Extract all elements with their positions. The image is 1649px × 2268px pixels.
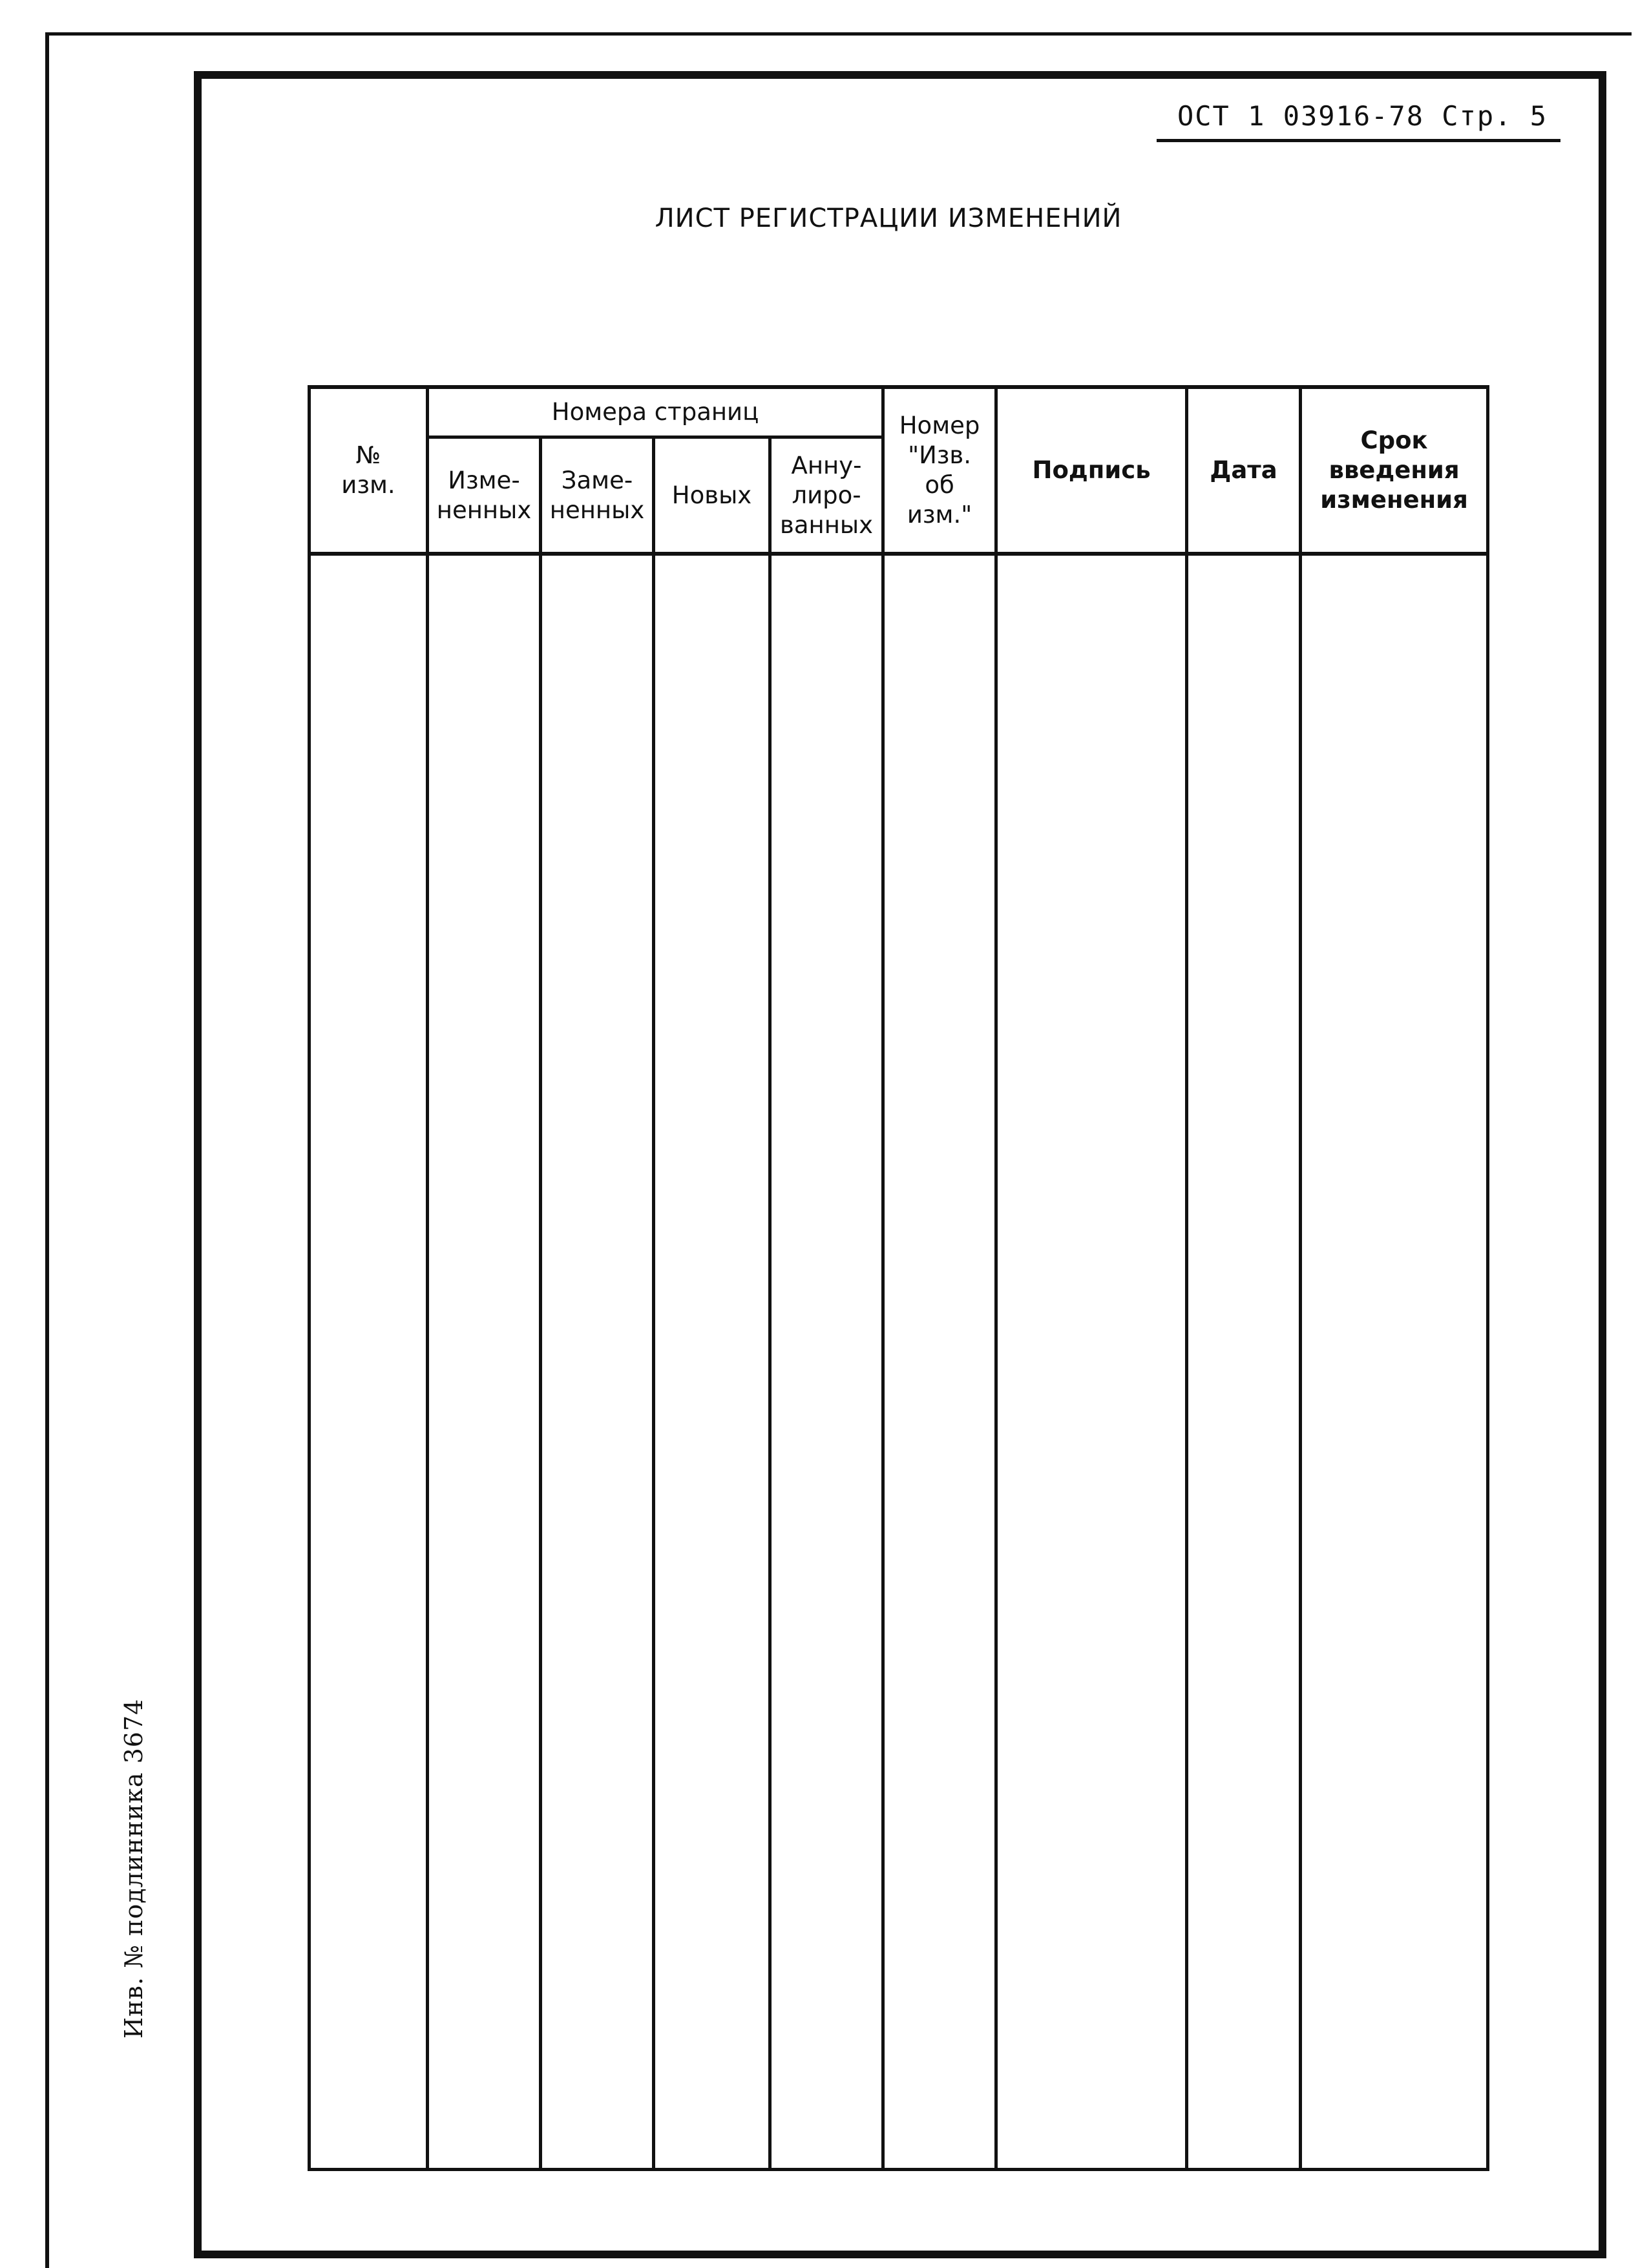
table-cell (1301, 554, 1488, 2170)
table-cell (654, 554, 770, 2170)
col-header-change-number: № изм. (310, 387, 428, 554)
table-cell (996, 554, 1187, 2170)
col-header-signature: Подпись (996, 387, 1187, 554)
col-header-notice-number: Номер "Изв. об изм." (883, 387, 996, 554)
col-header-date: Дата (1187, 387, 1301, 554)
table-cell (770, 554, 883, 2170)
original-inventory-note: Инв. № подлинника 3674 (120, 1698, 148, 2039)
table-cell (883, 554, 996, 2170)
col-group-header-page-numbers: Номера страниц (428, 387, 883, 437)
change-registration-table (308, 385, 1486, 2171)
col-header-annulled-pages: Анну- лиро- ванных (770, 437, 883, 554)
col-header-replaced-pages: Заме- ненных (541, 437, 654, 554)
table-cell (1187, 554, 1301, 2170)
table-cell (310, 554, 428, 2170)
col-header-changed-pages: Изме- ненных (428, 437, 541, 554)
col-header-new-pages: Новых (654, 437, 770, 554)
page-title: ЛИСТ РЕГИСТРАЦИИ ИЗМЕНЕНИЙ (655, 204, 1122, 233)
table-row (310, 554, 1488, 2170)
document-designation: ОСТ 1 03916-78 Стр. 5 (1157, 97, 1560, 142)
table-cell (541, 554, 654, 2170)
table-cell (428, 554, 541, 2170)
col-header-deadline: Срок введения изменения (1301, 387, 1488, 554)
